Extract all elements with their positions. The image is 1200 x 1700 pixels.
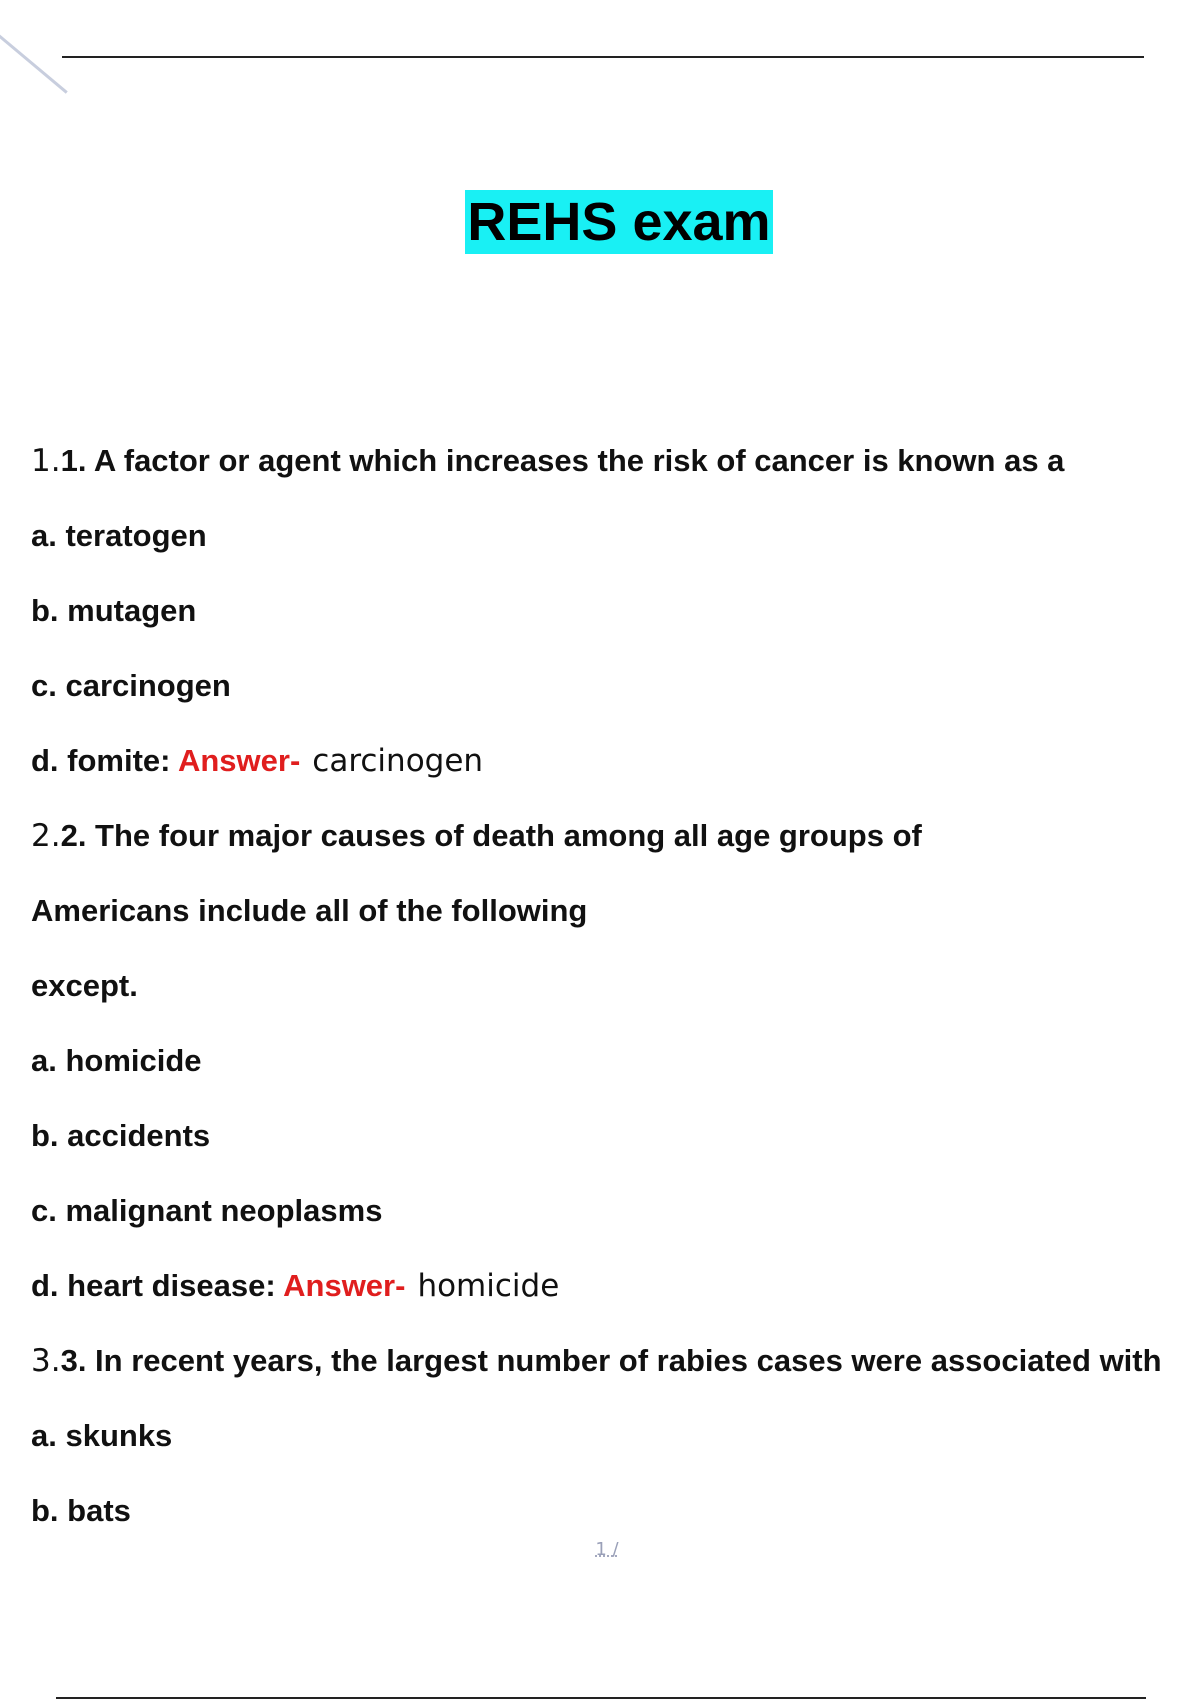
question-2-number: 2. [31, 818, 61, 854]
question-2-stem-line3: except. [31, 968, 138, 1003]
question-3-text: 3. In recent years, the largest number of rabies cases were associated with [60, 1343, 1162, 1378]
question-3-stem [31, 1334, 1200, 1409]
document-title: REHS exam [467, 192, 771, 252]
question-1-option-a: a. teratogen [31, 518, 207, 553]
question-list [31, 434, 1200, 1559]
question-3-option-b: b. bats [31, 1493, 131, 1528]
corner-decoration [0, 30, 68, 93]
question-3-number: 3. [31, 1343, 61, 1379]
question-3-option-a: a. skunks [31, 1418, 173, 1453]
question-2-option-b: b. accidents [31, 1118, 211, 1153]
question-2-option-c: c. malignant neoplasms [31, 1193, 383, 1228]
question-1-option-d-text: d. fomite: [31, 743, 171, 778]
question-1-answer-label: Answer- [177, 743, 301, 778]
question-2-answer: homicide [417, 1268, 560, 1304]
header-rule [62, 56, 1144, 58]
question-1-text: 1. A factor or agent which increases the risk of cancer is known as a [60, 443, 1065, 478]
question-2-option-d [31, 1259, 1200, 1334]
question-2-option-d-text: d. heart disease: [31, 1268, 276, 1303]
question-2-option-a: a. homicide [31, 1043, 202, 1078]
footer-rule [56, 1697, 1146, 1699]
question-2-text: 2. The four major causes of death among all age groups of [60, 818, 922, 853]
question-1-number: 1. [31, 443, 61, 479]
question-1-option-d [31, 734, 1200, 809]
question-2-answer-label: Answer- [283, 1268, 406, 1303]
question-1-option-c: c. carcinogen [31, 668, 231, 703]
page-number: 1 / [595, 1539, 619, 1560]
question-1-answer: carcinogen [312, 743, 484, 779]
question-2-stem [31, 809, 1200, 884]
title-container [0, 190, 1200, 254]
question-1-stem [31, 434, 1200, 509]
question-2-stem-line2: Americans include all of the following [31, 893, 588, 928]
question-1-option-b: b. mutagen [31, 593, 197, 628]
